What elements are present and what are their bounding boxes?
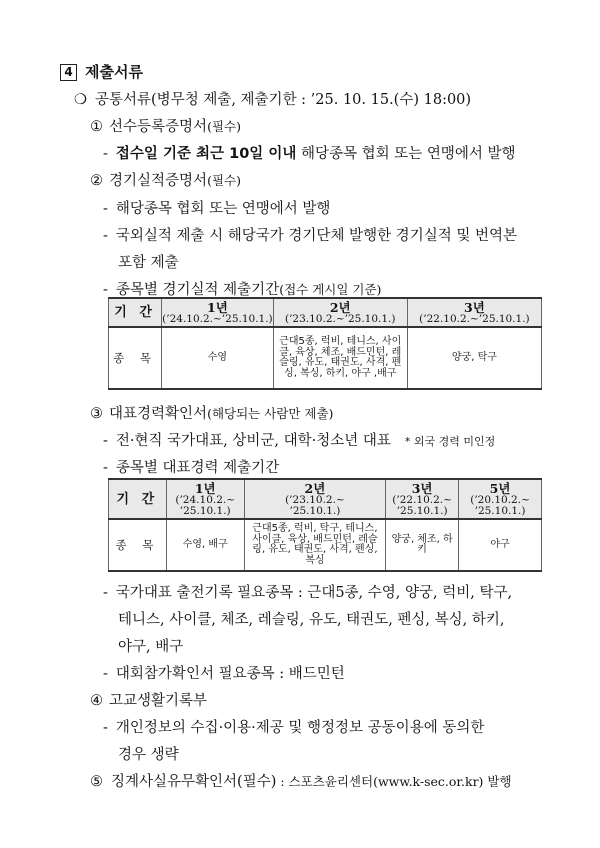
table-1-col-2-period: (’23.10.2.~’25.10.1.) <box>284 312 396 325</box>
table-2-col-4-period-start: (’20.10.2.~ <box>470 493 530 506</box>
table-2-col-3 <box>386 479 459 519</box>
table-2-col-4-period-end: ’25.10.1.) <box>474 504 526 517</box>
item-1-number: ① <box>90 119 103 135</box>
item-4-detail-1-cont: 경우 생략 <box>118 747 179 763</box>
table-2-col-2-period-start: (’23.10.2.~ <box>285 493 345 506</box>
table-2-col-2-year: 2년 <box>304 480 326 496</box>
table-2-head-row <box>109 479 542 519</box>
dash-marker: - <box>103 228 108 244</box>
item-3-detail-1-note: * 외국 경력 미인정 <box>404 435 496 448</box>
item-3-detail-3-text-a: 국가대표 출전기록 필요종목 : 근대5종, 수영, 양궁, 럭비, 탁구, <box>115 585 513 601</box>
table-1-col-3 <box>407 298 541 327</box>
circle-bullet-icon: ❍ <box>74 92 87 108</box>
dash-marker: - <box>103 460 108 476</box>
dash-marker: - <box>103 282 108 298</box>
table-2-col-1 <box>166 479 244 519</box>
item-2-note: (필수) <box>207 173 241 188</box>
dash-marker: - <box>103 146 108 162</box>
table-2-col-4 <box>459 479 542 519</box>
table-1-col-2 <box>273 298 407 327</box>
common-docs-text: 공통서류(병무청 제출, 제출기한 : ’25. 10. 15.(수) 18:00) <box>95 92 472 108</box>
table-1-sports-1: 수영 <box>162 327 274 389</box>
item-1-detail-1 <box>103 142 516 163</box>
table-1-col-3-year: 3년 <box>464 299 485 315</box>
dash-marker: - <box>103 201 108 217</box>
item-2-detail-2-text-a: 국외실적 제출 시 해당국가 경기단체 발행한 경기실적 및 번역본 <box>115 228 517 244</box>
dash-marker: - <box>103 666 108 682</box>
item-2-detail-3-text: 종목별 경기실적 제출기간 <box>115 282 280 298</box>
item-1-title-line <box>90 115 241 136</box>
item-3-title: 대표경력확인서 <box>109 406 208 422</box>
table-2-col-3-year: 3년 <box>411 480 433 496</box>
item-5-line <box>90 770 512 791</box>
item-4-title: 고교생활기록부 <box>109 693 208 709</box>
table-2-sports-3: 양궁, 체조, 하키 <box>386 519 459 571</box>
table-1-sports-row <box>109 327 542 389</box>
item-3-detail-1-text: 전·현직 국가대표, 상비군, 대학·청소년 대표 <box>115 433 391 449</box>
table-2-col-1-year: 1년 <box>194 480 216 496</box>
table-1-sports-label: 종 목 <box>109 327 162 389</box>
item-3-detail-1 <box>103 429 495 450</box>
table-1-col-2-year: 2년 <box>329 299 351 315</box>
section-number-box: 4 <box>60 64 77 81</box>
table-2-period-label: 기 간 <box>109 479 167 519</box>
table-2-col-3-period-start: (’22.10.2.~ <box>392 493 452 506</box>
table-2-sports-4: 야구 <box>459 519 542 571</box>
table-2-sports-1: 수영, 배구 <box>166 519 244 571</box>
table-2-sports-label: 종 목 <box>109 519 167 571</box>
table-1-col-3-period: (’22.10.2.~’25.10.1.) <box>419 312 530 325</box>
table-2-sports-2: 근대5종, 럭비, 탁구, 테니스, 사이클, 육상, 배드민턴, 레슬링, 유도, 태권도, 사격, 펜싱, 복싱 <box>244 519 386 571</box>
item-1-detail-1-bold: 접수일 기준 최근 10일 이내 <box>115 146 297 162</box>
item-3-number: ③ <box>90 406 103 422</box>
item-4-number: ④ <box>90 693 103 709</box>
table-1-sports-3: 양궁, 탁구 <box>407 327 541 389</box>
dash-marker: - <box>103 720 108 736</box>
career-period-table <box>108 478 542 572</box>
item-4-title-line <box>90 689 207 710</box>
item-3-detail-3-cont-2: 야구, 배구 <box>118 639 184 655</box>
item-2-detail-1-text: 해당종목 협회 또는 연맹에서 발행 <box>115 201 331 217</box>
table-2-col-2 <box>244 479 386 519</box>
table-1-head-row <box>109 298 542 327</box>
section-header <box>60 61 143 82</box>
performance-period-table <box>108 297 542 390</box>
item-3-detail-2-text: 종목별 대표경력 제출기간 <box>115 460 280 476</box>
item-2-number: ② <box>90 173 103 189</box>
item-3-detail-2 <box>103 456 279 477</box>
table-2-col-4-year: 5년 <box>489 480 511 496</box>
table-1-col-1 <box>162 298 274 327</box>
item-2-detail-1 <box>103 197 330 218</box>
item-2-detail-2-cont: 포함 제출 <box>118 255 179 271</box>
item-2-detail-2 <box>103 224 517 245</box>
item-2-detail-3-note: (접수 게시일 기준) <box>279 282 382 297</box>
table-1-period-label: 기 간 <box>109 298 162 327</box>
item-3-detail-3 <box>103 581 512 602</box>
item-1-detail-1-rest: 해당종목 협회 또는 연맹에서 발행 <box>296 146 516 162</box>
item-3-detail-3-cont-1: 테니스, 사이클, 체조, 레슬링, 유도, 태권도, 펜싱, 복싱, 하키, <box>118 612 505 628</box>
item-5-number: ⑤ <box>90 774 103 790</box>
item-3-detail-4-text: 대회참가확인서 필요종목 : 배드민턴 <box>115 666 345 682</box>
item-3-title-line <box>90 402 333 423</box>
table-2-col-1-period-end: ’25.10.1.) <box>179 504 231 517</box>
section-title: 제출서류 <box>85 63 143 81</box>
table-2-sports-row <box>109 519 542 571</box>
item-3-detail-4 <box>103 662 345 683</box>
table-2-col-3-period-end: ’25.10.1.) <box>396 504 448 517</box>
item-5-rest: : 스포츠윤리센터(www.k-sec.or.kr) 발행 <box>276 774 512 789</box>
item-4-detail-1-text-a: 개인정보의 수집·이용·제공 및 행정정보 공동이용에 동의한 <box>115 720 485 736</box>
item-2-title-line <box>90 169 241 190</box>
item-2-detail-3 <box>103 278 381 299</box>
common-docs-line <box>74 88 471 109</box>
item-3-note: (해당되는 사람만 제출) <box>207 406 334 421</box>
item-1-title: 선수등록증명서 <box>109 119 208 135</box>
table-1-col-1-year: 1년 <box>207 299 228 315</box>
table-2-col-2-period-end: ’25.10.1.) <box>289 504 341 517</box>
table-1-sports-2: 근대5종, 럭비, 테니스, 사이클, 육상, 체조, 배드민턴, 레슬링, 유도, 태권도, 사격, 펜싱, 복싱, 하키, 야구 ,배구 <box>273 327 407 389</box>
table-2-col-1-period-start: (’24.10.2.~ <box>175 493 236 506</box>
dash-marker: - <box>103 585 108 601</box>
item-2-title: 경기실적증명서 <box>109 173 208 189</box>
dash-marker: - <box>103 433 108 449</box>
table-1-col-1-period: (’24.10.2.~’25.10.1.) <box>162 312 273 325</box>
item-1-note: (필수) <box>207 119 241 134</box>
item-5-title: 징계사실유무확인서(필수) <box>111 774 277 790</box>
item-4-detail-1 <box>103 716 484 737</box>
